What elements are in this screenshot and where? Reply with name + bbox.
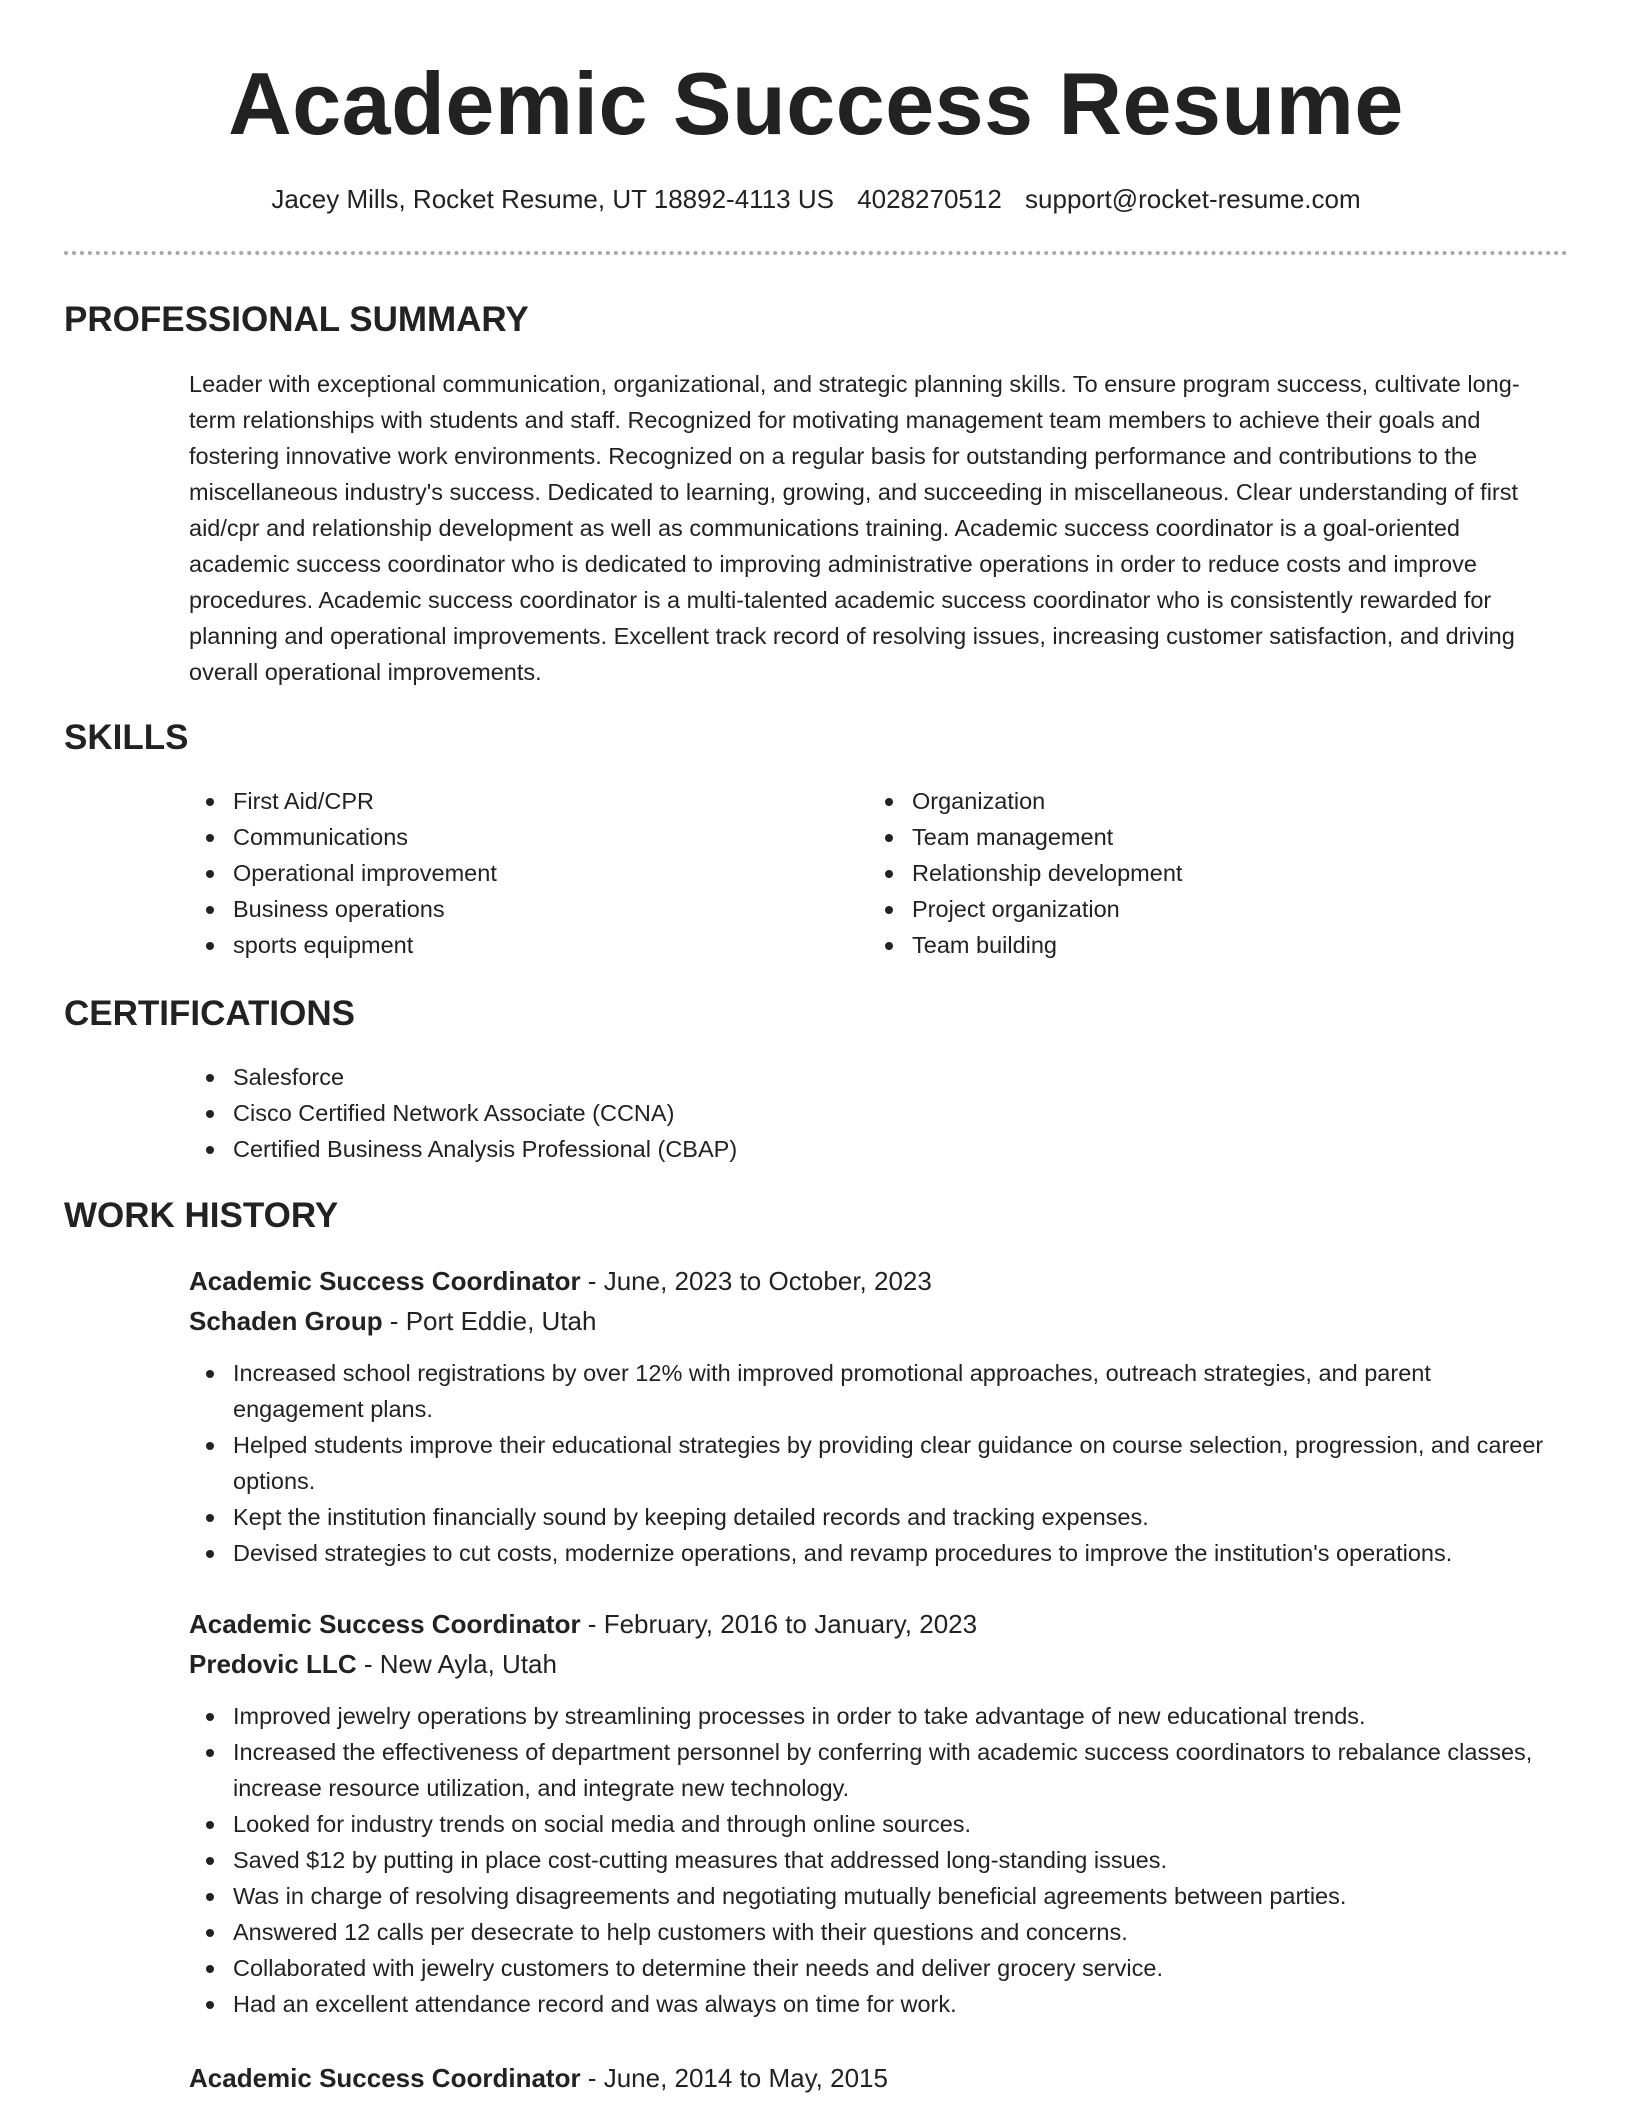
- job-title-line: Academic Success Coordinator - February, 2016 to January, 2023: [189, 1609, 978, 1639]
- skill-item: Team building: [868, 927, 1558, 963]
- job-dates: June, 2023 to October, 2023: [603, 1266, 932, 1296]
- job-bullet: Was in charge of resolving disagreements and negotiating mutually beneficial agreements between parties.: [189, 1878, 1564, 1914]
- job-bullet: Kept the institution financially sound by keeping detailed records and tracking expenses.: [189, 1499, 1564, 1535]
- job-dates: February, 2016 to January, 2023: [603, 1609, 978, 1639]
- job-bullet: Devised strategies to cut costs, modernize operations, and revamp procedures to improve the institution's operations.: [189, 1535, 1564, 1571]
- job-bullets: [189, 1355, 1564, 1571]
- contact-address: Jacey Mills, Rocket Resume, UT 18892-4113 US: [271, 184, 834, 214]
- job-title: Academic Success Coordinator: [189, 1266, 581, 1296]
- certifications-list: [189, 1059, 1559, 1167]
- job-title-line: Academic Success Coordinator - June, 2014 to May, 2015: [189, 2063, 888, 2093]
- header-divider: [64, 251, 1568, 255]
- job-bullet: Had an excellent attendance record and was always on time for work.: [189, 1986, 1564, 2022]
- skill-item: Business operations: [189, 891, 849, 927]
- skills-list-right: [868, 783, 1558, 963]
- job-bullet: Increased the effectiveness of department personnel by conferring with academic success coordinators to rebalance classes, increase resource utilization, and integrate new technology.: [189, 1734, 1564, 1806]
- skill-item: Communications: [189, 819, 849, 855]
- section-heading-skills: SKILLS: [64, 718, 189, 757]
- job-company-line: Predovic LLC - New Ayla, Utah: [189, 1649, 557, 1679]
- job-bullet: Helped students improve their educational strategies by providing clear guidance on course selection, progression, and career options.: [189, 1427, 1564, 1499]
- skill-item: Relationship development: [868, 855, 1558, 891]
- job-dates: June, 2014 to May, 2015: [603, 2063, 888, 2093]
- certification-item: Salesforce: [189, 1059, 1559, 1095]
- skills-list-left: [189, 783, 849, 963]
- job-company-line: Schaden Group - Port Eddie, Utah: [189, 1306, 597, 1336]
- resume-title: Academic Success Resume: [228, 54, 1404, 153]
- summary-paragraph: Leader with exceptional communication, organizational, and strategic planning skills. To ensure program success, cultivate long-term relationships with students and staff. Recognized for motivating management team members to achieve their goals and fostering innovative work environments. Recognized on a regular basis for outstanding performance and contributions to the miscellaneous industry's success. Dedicated to learning, growing, and succeeding in miscellaneous. Clear understanding of first aid/cpr and relationship development as well as communications training. Academic success coordinator is a goal-oriented academic success coordinator who is dedicated to improving administrative operations in order to reduce costs and improve procedures. Academic success coordinator is a multi-talented academic success coordinator who is consistently rewarded for planning and operational improvements. Excellent track record of resolving issues, increasing customer satisfaction, and driving overall operational improvements.: [189, 371, 1520, 685]
- skill-item: Organization: [868, 783, 1558, 819]
- job-company: Schaden Group: [189, 1306, 383, 1336]
- certification-item: Certified Business Analysis Professional (CBAP): [189, 1131, 1559, 1167]
- contact-phone: 4028270512: [857, 184, 1002, 214]
- job-bullet: Improved jewelry operations by streamlining processes in order to take advantage of new educational trends.: [189, 1698, 1564, 1734]
- skill-item: Operational improvement: [189, 855, 849, 891]
- job-company: Predovic LLC: [189, 1649, 357, 1679]
- skill-item: sports equipment: [189, 927, 849, 963]
- job-bullet: Collaborated with jewelry customers to determine their needs and deliver grocery service.: [189, 1950, 1564, 1986]
- job-bullet: Saved $12 by putting in place cost-cutting measures that addressed long-standing issues.: [189, 1842, 1564, 1878]
- job-bullet: Increased school registrations by over 12% with improved promotional approaches, outreach strategies, and parent engagement plans.: [189, 1355, 1564, 1427]
- job-bullet: Looked for industry trends on social media and through online sources.: [189, 1806, 1564, 1842]
- section-heading-certifications: CERTIFICATIONS: [64, 994, 356, 1033]
- job-title-line: Academic Success Coordinator - June, 2023 to October, 2023: [189, 1266, 932, 1296]
- job-location: Port Eddie, Utah: [405, 1306, 597, 1336]
- job-title: Academic Success Coordinator: [189, 1609, 581, 1639]
- certification-item: Cisco Certified Network Associate (CCNA): [189, 1095, 1559, 1131]
- skill-item: Project organization: [868, 891, 1558, 927]
- contact-info: [0, 182, 1632, 216]
- skill-item: First Aid/CPR: [189, 783, 849, 819]
- job-title: Academic Success Coordinator: [189, 2063, 581, 2093]
- job-location: New Ayla, Utah: [379, 1649, 557, 1679]
- job-bullets: [189, 1698, 1564, 2022]
- contact-email: support@rocket-resume.com: [1025, 184, 1361, 214]
- skill-item: Team management: [868, 819, 1558, 855]
- section-heading-summary: PROFESSIONAL SUMMARY: [64, 300, 529, 339]
- job-bullet: Answered 12 calls per desecrate to help customers with their questions and concerns.: [189, 1914, 1564, 1950]
- section-heading-work-history: WORK HISTORY: [64, 1196, 339, 1235]
